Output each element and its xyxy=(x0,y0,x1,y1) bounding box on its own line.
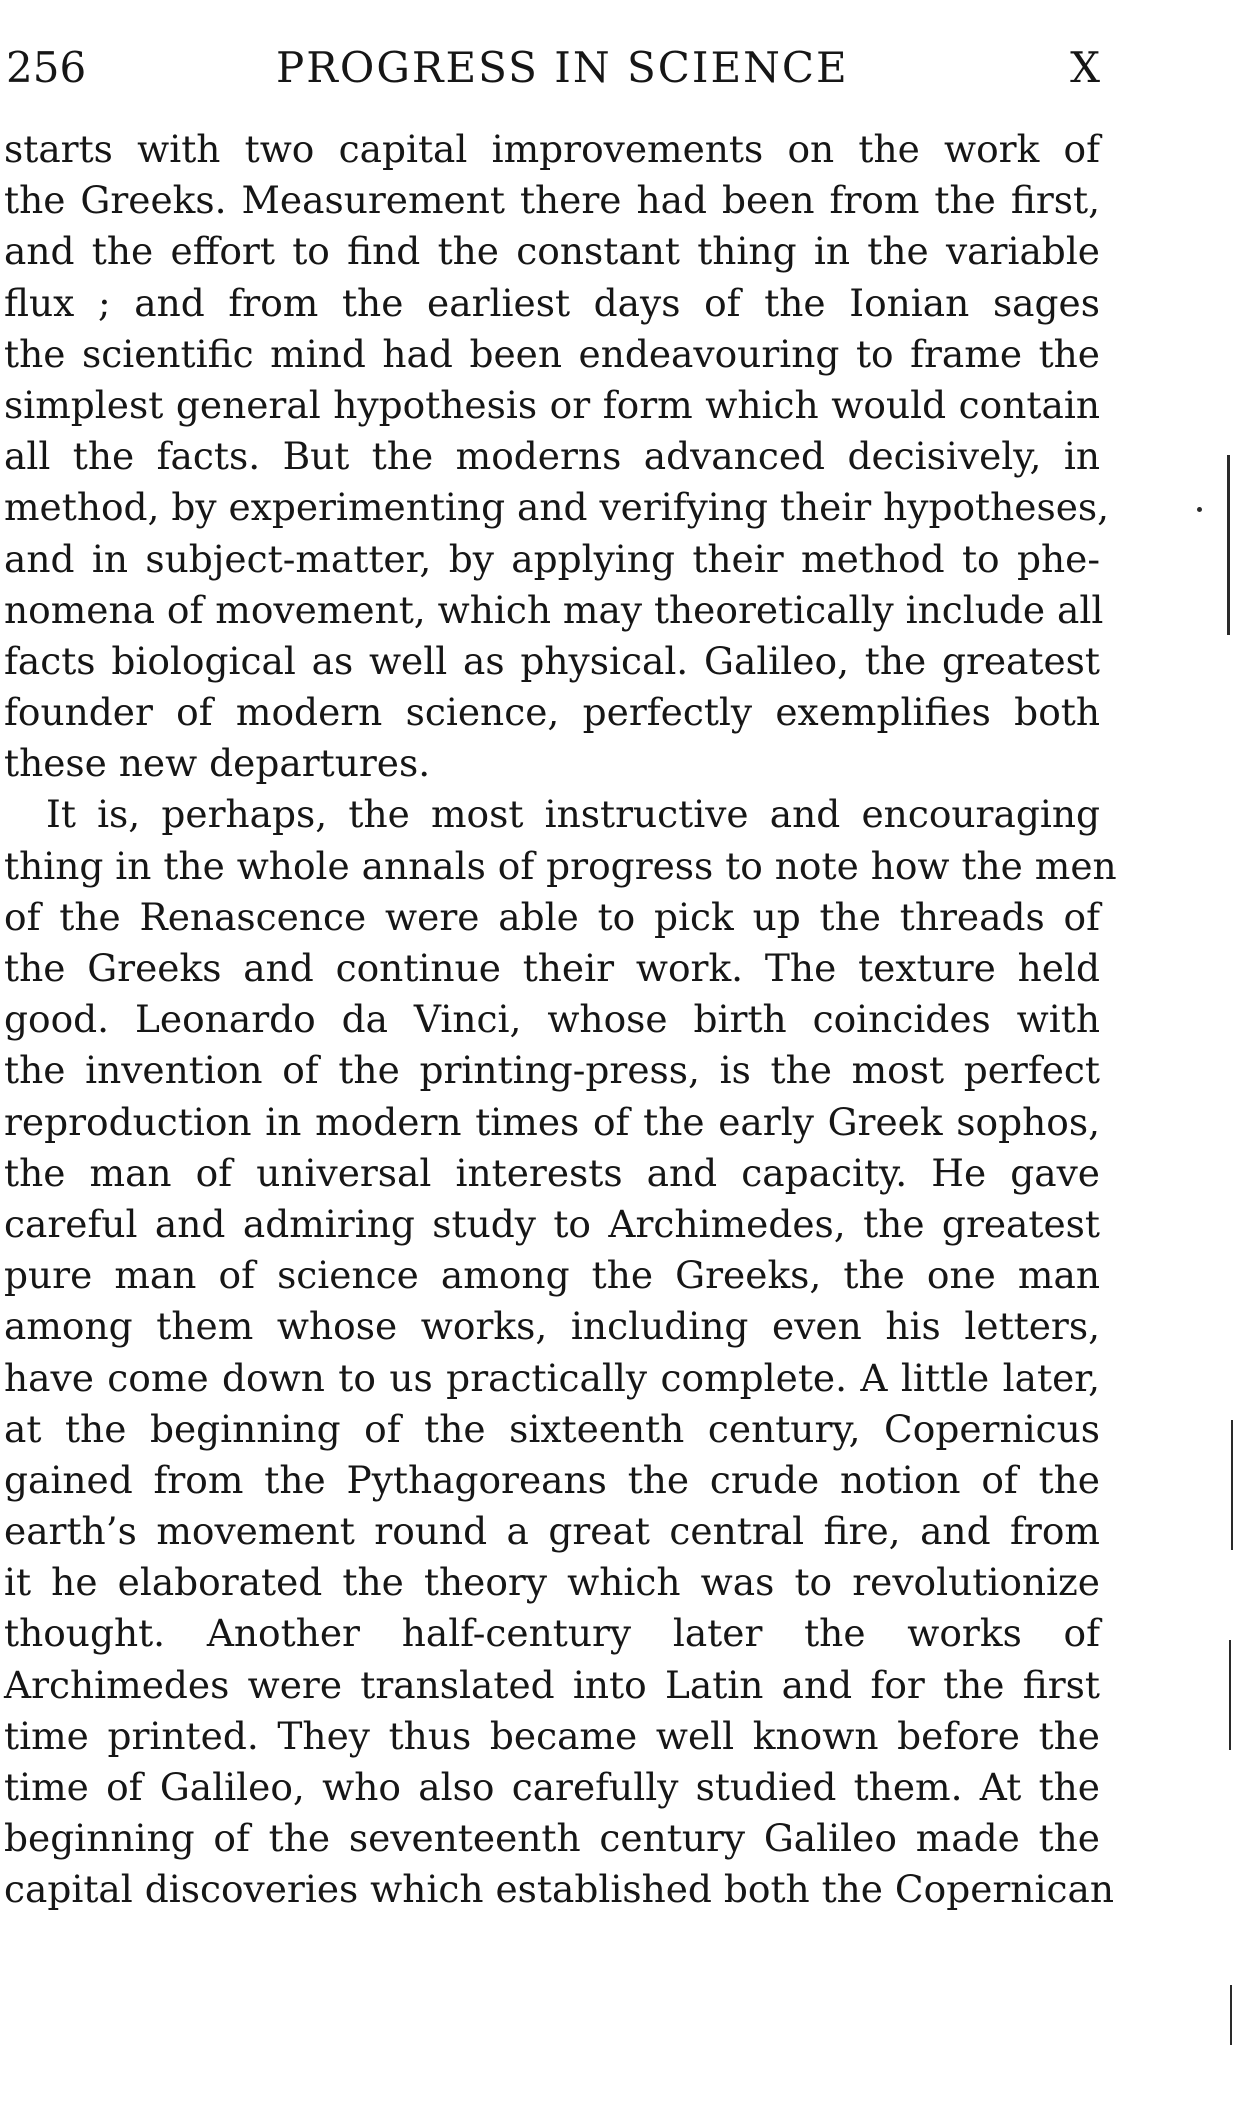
text-line: pure man of science among the Greeks, the one man xyxy=(4,1253,1100,1298)
scan-dot-mark xyxy=(1197,507,1202,512)
text-line: good. Leonardo da Vinci, whose birth coincides with xyxy=(4,997,1100,1042)
text-line: method, by experimenting and verifying their hypotheses, xyxy=(4,485,1110,530)
text-line: Archimedes were translated into Latin and for the first xyxy=(4,1662,1100,1707)
text-line: at the beginning of the sixteenth century, Copernicus xyxy=(4,1406,1100,1451)
text-line: It is, perhaps, the most instructive and encouraging xyxy=(46,792,1100,837)
text-line: time printed. They thus became well known before the xyxy=(4,1713,1100,1758)
text-line: gained from the Pythagoreans the crude notion of the xyxy=(4,1457,1100,1502)
text-line: of the Renascence were able to pick up the threads of xyxy=(4,894,1100,939)
running-title: PROGRESS IN SCIENCE xyxy=(276,43,849,92)
paragraph xyxy=(4,124,1110,789)
text-line: the Greeks. Measurement there had been from the first, xyxy=(4,178,1100,223)
text-line: reproduction in modern times of the early Greek sophos, xyxy=(4,1099,1100,1144)
paragraph xyxy=(4,789,1117,1915)
text-line: it he elaborated the theory which was to revolutionize xyxy=(4,1560,1100,1605)
text-line: founder of modern science, perfectly exemplifies both xyxy=(4,690,1100,735)
scan-margin-mark xyxy=(1230,1985,1232,2045)
text-line: simplest general hypothesis or form which would contain xyxy=(4,382,1100,427)
body-text xyxy=(4,124,1117,1916)
scan-margin-mark xyxy=(1227,455,1230,635)
text-line: time of Galileo, who also carefully studied them. At the xyxy=(4,1765,1100,1809)
text-line: nomena of movement, which may theoretically include all xyxy=(4,587,1104,632)
text-line: beginning of the seventeenth century Galileo made the xyxy=(4,1816,1100,1861)
page-number: 256 xyxy=(6,43,87,92)
text-line: flux ; and from the earliest days of the Ionian sages xyxy=(4,280,1100,325)
text-line: the man of universal interests and capacity. He gave xyxy=(4,1150,1100,1195)
text-line: facts biological as well as physical. Galileo, the greatest xyxy=(4,638,1100,683)
text-line: thought. Another half-century later the works of xyxy=(4,1611,1100,1656)
text-line: capital discoveries which established both the Copernican xyxy=(4,1867,1114,1912)
text-line: the Greeks and continue their work. The texture held xyxy=(4,946,1100,990)
scan-margin-mark xyxy=(1231,1420,1233,1550)
chapter-number: X xyxy=(1070,43,1100,92)
text-line: careful and admiring study to Archimedes, the greatest xyxy=(4,1201,1100,1246)
text-line: and the effort to find the constant thing in the variable xyxy=(4,229,1100,274)
scan-margin-mark xyxy=(1229,1640,1231,1750)
text-line: the scientific mind had been endeavouring to frame the xyxy=(4,331,1100,376)
text-line: starts with two capital improvements on the work of xyxy=(4,127,1100,171)
page-header xyxy=(6,38,1100,98)
text-line: earth’s movement round a great central fire, and from xyxy=(4,1509,1100,1554)
text-line: among them whose works, including even his letters, xyxy=(4,1304,1100,1349)
text-line: thing in the whole annals of progress to note how the men xyxy=(4,843,1117,888)
text-line: all the facts. But the moderns advanced decisively, in xyxy=(4,434,1100,479)
text-line: these new departures. xyxy=(4,741,431,786)
text-line: have come down to us practically complete. A little later, xyxy=(4,1355,1100,1400)
text-line: and in subject-matter, by applying their method to phe- xyxy=(4,536,1100,581)
text-line: the invention of the printing-press, is the most perfect xyxy=(4,1048,1100,1093)
